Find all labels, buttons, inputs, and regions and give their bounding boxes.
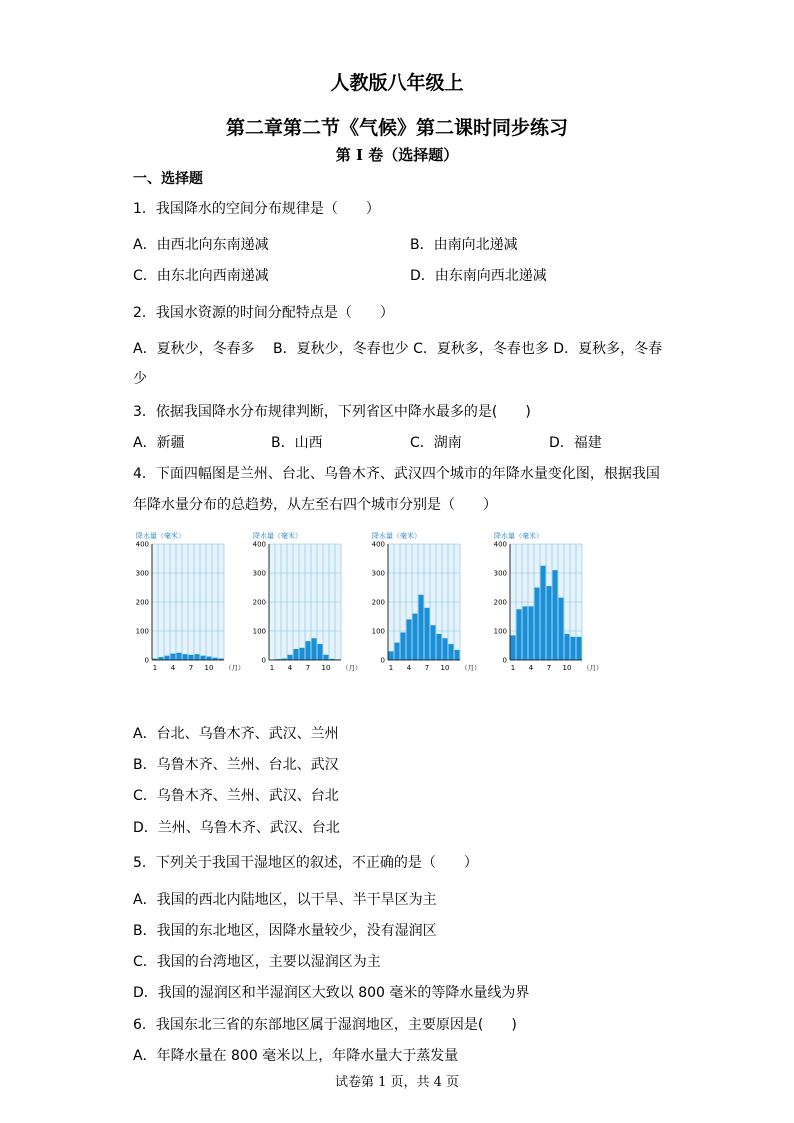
section-heading: 一、选择题 bbox=[133, 171, 203, 187]
question-4-stem-line2: 年降水量分布的总趋势，从左至右四个城市分别是（ ） bbox=[133, 497, 497, 513]
x-axis-unit: （月） bbox=[461, 664, 481, 672]
question-5-option-c[interactable]: C．我国的台湾地区，主要以湿润区为主 bbox=[133, 954, 381, 970]
y-tick-label: 0 bbox=[502, 656, 507, 665]
y-tick-label: 300 bbox=[135, 569, 149, 578]
y-axis-title: 降水量（毫米） bbox=[253, 532, 302, 540]
precipitation-bar bbox=[535, 588, 540, 661]
question-5-option-b[interactable]: B．我国的东北地区，因降水量较少，没有湿润区 bbox=[133, 923, 437, 939]
y-tick-label: 400 bbox=[135, 540, 149, 549]
y-tick-label: 0 bbox=[380, 656, 385, 665]
question-1-option-c[interactable]: C．由东北向西南递减 bbox=[133, 268, 269, 284]
precipitation-bar bbox=[306, 641, 311, 660]
y-tick-label: 100 bbox=[135, 627, 149, 636]
precipitation-bar bbox=[300, 648, 305, 660]
x-tick-label: 7 bbox=[424, 664, 430, 672]
x-axis-unit: （月） bbox=[342, 664, 362, 672]
precipitation-bar bbox=[207, 657, 212, 660]
question-1-option-d[interactable]: D．由东南向西北递减 bbox=[410, 268, 547, 284]
x-tick-label: 7 bbox=[546, 664, 552, 672]
x-tick-label: 4 bbox=[528, 664, 534, 672]
x-tick-label: 1 bbox=[510, 664, 516, 672]
question-6-stem: 6．我国东北三省的东部地区属于湿润地区，主要原因是( ) bbox=[133, 1017, 517, 1033]
y-tick-label: 200 bbox=[252, 598, 266, 607]
precipitation-bar bbox=[425, 608, 430, 660]
x-tick-label: 10 bbox=[204, 664, 214, 672]
document-title: 人教版八年级上 bbox=[330, 72, 464, 94]
question-4-option-d[interactable]: D．兰州、乌鲁木齐、武汉、台北 bbox=[133, 820, 340, 836]
question-4-option-a[interactable]: A．台北、乌鲁木齐、武汉、兰州 bbox=[133, 726, 339, 742]
question-5-option-a[interactable]: A．我国的西北内陆地区，以干旱、半干旱区为主 bbox=[133, 892, 437, 908]
precipitation-bar bbox=[288, 655, 293, 660]
question-1-option-a[interactable]: A．由西北向东南递减 bbox=[133, 237, 269, 253]
precipitation-bar bbox=[455, 650, 460, 660]
x-tick-label: 1 bbox=[152, 664, 158, 672]
y-tick-label: 400 bbox=[493, 540, 507, 549]
y-tick-label: 300 bbox=[252, 569, 266, 578]
precipitation-bar bbox=[571, 637, 576, 660]
precipitation-bar bbox=[201, 656, 206, 660]
precipitation-bar bbox=[517, 609, 522, 660]
precipitation-bar bbox=[318, 644, 323, 660]
precipitation-bar bbox=[294, 649, 299, 660]
y-axis-title: 降水量（毫米） bbox=[494, 532, 543, 540]
precipitation-bar bbox=[407, 619, 412, 660]
question-2-options-line1[interactable]: A．夏秋少，冬春多 B．夏秋少，冬春也少 C．夏秋多，冬春也多 D．夏秋多，冬春 bbox=[133, 341, 663, 357]
precipitation-bar bbox=[312, 638, 317, 660]
y-tick-label: 200 bbox=[135, 598, 149, 607]
precipitation-bar bbox=[437, 634, 442, 660]
precipitation-chart-1 bbox=[128, 528, 245, 676]
question-3-stem: 3．依据我国降水分布规律判断，下列省区中降水最多的是( ) bbox=[133, 404, 531, 420]
precipitation-bar bbox=[165, 656, 170, 660]
question-3-option-d[interactable]: D．福建 bbox=[549, 435, 602, 451]
x-tick-label: 7 bbox=[188, 664, 194, 672]
x-tick-label: 4 bbox=[406, 664, 412, 672]
question-3-option-b[interactable]: B．山西 bbox=[271, 435, 323, 451]
question-4-option-b[interactable]: B．乌鲁木齐、兰州、台北、武汉 bbox=[133, 757, 339, 773]
precipitation-chart-4 bbox=[486, 528, 603, 676]
question-2-stem: 2．我国水资源的时间分配特点是（ ） bbox=[133, 305, 394, 321]
precipitation-bar bbox=[449, 644, 454, 660]
precipitation-bar bbox=[171, 654, 176, 660]
part-heading: 第 I 卷（选择题） bbox=[335, 146, 459, 164]
x-tick-label: 4 bbox=[287, 664, 293, 672]
y-tick-label: 100 bbox=[252, 627, 266, 636]
precipitation-bar bbox=[419, 595, 424, 660]
precipitation-bar bbox=[401, 632, 406, 660]
precipitation-bar bbox=[577, 637, 582, 660]
chart-svg bbox=[245, 528, 362, 676]
precipitation-bar bbox=[443, 638, 448, 660]
question-4-stem-line1: 4．下面四幅图是兰州、台北、乌鲁木齐、武汉四个城市的年降水量变化图，根据我国 bbox=[133, 466, 660, 482]
x-axis-unit: （月） bbox=[583, 664, 603, 672]
precipitation-bar bbox=[431, 625, 436, 660]
question-3-option-c[interactable]: C．湖南 bbox=[410, 435, 462, 451]
y-tick-label: 0 bbox=[144, 656, 149, 665]
precipitation-bar bbox=[559, 598, 564, 660]
x-tick-label: 7 bbox=[305, 664, 311, 672]
precipitation-bar bbox=[413, 614, 418, 660]
precipitation-bar bbox=[389, 651, 394, 660]
document-subtitle: 第二章第二节《气候》第二课时同步练习 bbox=[225, 117, 568, 139]
precipitation-bar bbox=[189, 655, 194, 660]
x-axis-unit: （月） bbox=[225, 664, 245, 672]
precipitation-bar bbox=[324, 655, 329, 660]
question-5-stem: 5．下列关于我国干湿地区的叙述，不正确的是（ ） bbox=[133, 855, 478, 871]
precipitation-bar bbox=[183, 654, 188, 660]
y-tick-label: 300 bbox=[493, 569, 507, 578]
chart-svg bbox=[128, 528, 245, 676]
y-tick-label: 200 bbox=[493, 598, 507, 607]
page-footer: 试卷第 1 页，共 4 页 bbox=[334, 1075, 460, 1090]
y-tick-label: 200 bbox=[371, 598, 385, 607]
precipitation-chart-3 bbox=[364, 528, 481, 676]
y-tick-label: 400 bbox=[252, 540, 266, 549]
question-1-stem: 1．我国降水的空间分布规律是（ ） bbox=[133, 201, 380, 217]
x-tick-label: 4 bbox=[170, 664, 176, 672]
y-tick-label: 300 bbox=[371, 569, 385, 578]
precipitation-bar bbox=[529, 606, 534, 660]
question-5-option-d[interactable]: D．我国的湿润区和半湿润区大致以 800 毫米的等降水量线为界 bbox=[133, 985, 530, 1001]
x-tick-label: 1 bbox=[388, 664, 394, 672]
question-3-option-a[interactable]: A．新疆 bbox=[133, 435, 185, 451]
precipitation-bar bbox=[565, 634, 570, 660]
precipitation-bar bbox=[159, 657, 164, 660]
question-6-option-a[interactable]: A．年降水量在 800 毫米以上，年降水量大于蒸发量 bbox=[133, 1048, 459, 1064]
precipitation-bar bbox=[553, 570, 558, 660]
y-axis-title: 降水量（毫米） bbox=[136, 532, 185, 540]
precipitation-bar bbox=[547, 586, 552, 660]
y-tick-label: 100 bbox=[493, 627, 507, 636]
question-1-option-b[interactable]: B．由南向北递减 bbox=[410, 237, 518, 253]
x-tick-label: 10 bbox=[562, 664, 572, 672]
precipitation-bar bbox=[177, 653, 182, 660]
question-2-options-line2[interactable]: 少 bbox=[133, 371, 147, 387]
x-tick-label: 10 bbox=[321, 664, 331, 672]
x-tick-label: 10 bbox=[440, 664, 450, 672]
y-tick-label: 100 bbox=[371, 627, 385, 636]
chart-svg bbox=[486, 528, 603, 676]
precipitation-bar bbox=[523, 606, 528, 660]
question-4-option-c[interactable]: C．乌鲁木齐、兰州、武汉、台北 bbox=[133, 788, 339, 804]
precipitation-bar bbox=[541, 566, 546, 660]
precipitation-bar bbox=[511, 635, 516, 660]
precipitation-chart-2 bbox=[245, 528, 362, 676]
y-tick-label: 400 bbox=[371, 540, 385, 549]
y-tick-label: 0 bbox=[261, 656, 266, 665]
x-tick-label: 1 bbox=[269, 664, 275, 672]
precipitation-bar bbox=[395, 643, 400, 660]
precipitation-bar bbox=[195, 654, 200, 660]
y-axis-title: 降水量（毫米） bbox=[372, 532, 421, 540]
chart-svg bbox=[364, 528, 481, 676]
